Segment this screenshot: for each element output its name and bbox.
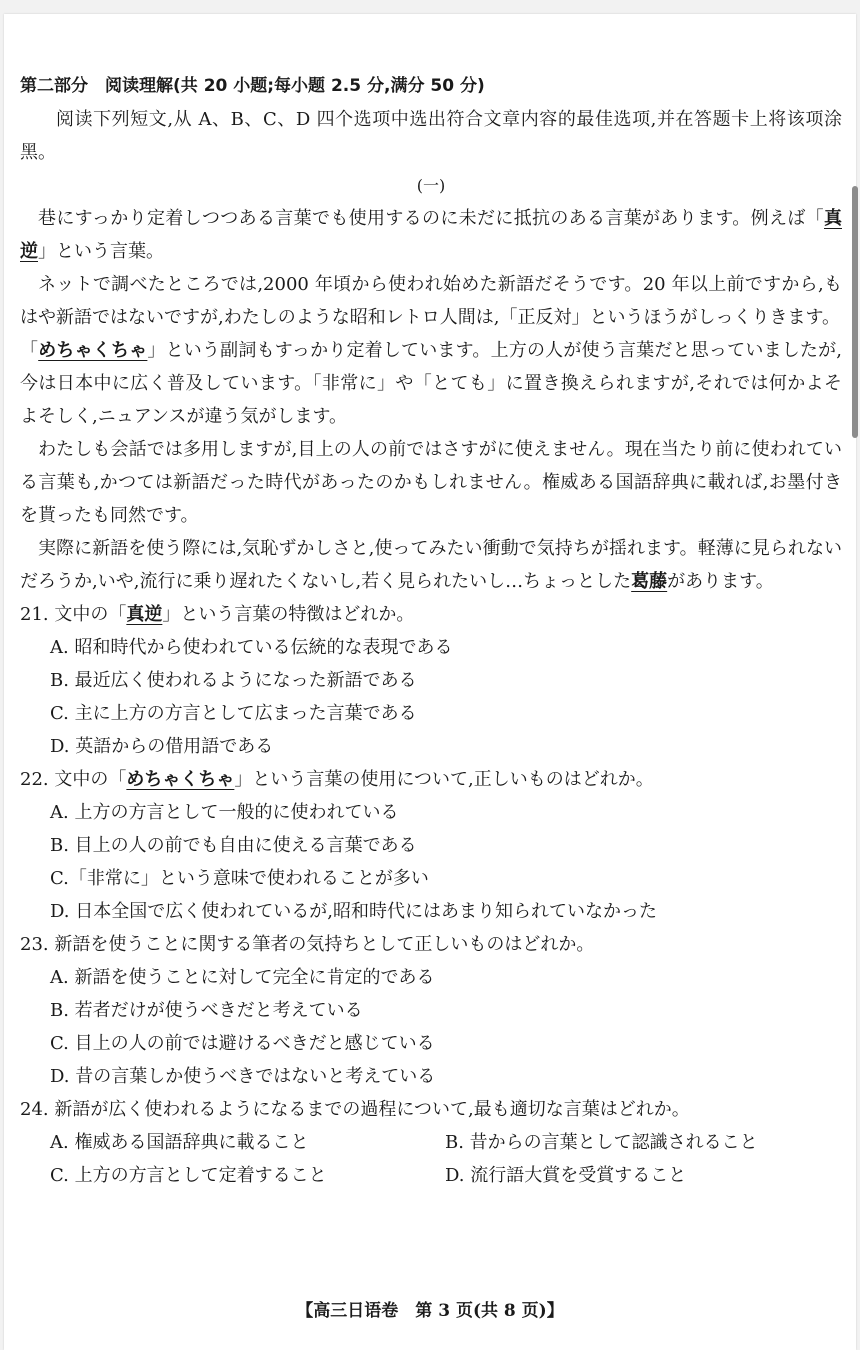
passage-paragraph-2: ネットで調べたところでは,2000 年頃から使われ始めた新語だそうです。20 年以上前ですから,もはや新語ではないですが,わたしのような昭和レトロ人間は,「正反対」というほうがしっくりきます。 (20, 274, 842, 328)
question-24-option-a[interactable]: A. 権威ある国語辞典に載ること (50, 1132, 309, 1153)
question-21-option-c[interactable]: C. 主に上方の方言として広まった言葉である (50, 703, 417, 724)
question-24-stem: 24. 新語が広く使われるようになるまでの過程について,最も適切な言葉はどれか。 (20, 1099, 690, 1120)
underlined-term-mechakucha: めちゃくちゃ (38, 340, 148, 361)
underlined-term-mechakucha: めちゃくちゃ (126, 769, 235, 790)
question-21-option-b[interactable]: B. 最近広く使われるようになった新語である (50, 670, 417, 691)
page-content (20, 70, 842, 1192)
underlined-term-magyaku: 真逆 (126, 604, 163, 625)
section-instructions: 阅读下列短文,从 A、B、C、D 四个选项中选出符合文章内容的最佳选项,并在答题卡上将该项涂黑。 (20, 109, 842, 163)
question-23-option-b[interactable]: B. 若者だけが使うべきだと考えている (50, 1000, 363, 1021)
question-23-stem: 23. 新語を使うことに関する筆者の気持ちとして正しいものはどれか。 (20, 934, 595, 955)
question-21-stem: 21. 文中の「真逆」という言葉の特徴はどれか。 (20, 604, 415, 625)
question-24-options-row-1 (50, 1126, 842, 1159)
passage-paragraph-1: 巷にすっかり定着しつつある言葉でも使用するのに未だに抵抗のある言葉があります。例えば「真逆」という言葉。 (20, 208, 842, 262)
question-21-option-d[interactable]: D. 英語からの借用語である (50, 736, 274, 757)
question-23-option-d[interactable]: D. 昔の言葉しか使うべきではないと考えている (50, 1066, 436, 1087)
question-24-option-c[interactable]: C. 上方の方言として定着すること (50, 1165, 327, 1186)
page-footer: 【高三日语卷 第 3 页(共 8 页)】 (296, 1301, 564, 1321)
passage-paragraph-5: 実際に新語を使う際には,気恥ずかしさと,使ってみたい衝動で気持ちが揺れます。軽薄に見られないだろうか,いや,流行に乗り遅れたくないし,若く見られたいし…ちょっとした葛藤があります。 (20, 538, 842, 592)
question-22-stem: 22. 文中の「めちゃくちゃ」という言葉の使用について,正しいものはどれか。 (20, 769, 654, 790)
question-24-option-d[interactable]: D. 流行語大賞を受賞すること (445, 1165, 687, 1186)
question-22-option-d[interactable]: D. 日本全国で広く使われているが,昭和時代にはあまり知られていなかった (50, 901, 657, 922)
question-24-options-row-2 (50, 1159, 842, 1192)
underlined-term-magyaku: 真逆 (20, 208, 842, 262)
question-24-option-b[interactable]: B. 昔からの言葉として認識されること (445, 1132, 758, 1153)
vertical-scrollbar[interactable] (852, 186, 858, 438)
question-22-option-b[interactable]: B. 目上の人の前でも自由に使える言葉である (50, 835, 417, 856)
section-title: 第二部分 阅读理解(共 20 小题;每小题 2.5 分,满分 50 分) (20, 76, 485, 96)
question-22-option-c[interactable]: C.「非常に」という意味で使われることが多い (50, 868, 429, 889)
underlined-term-katto: 葛藤 (631, 571, 668, 592)
question-23-option-a[interactable]: A. 新語を使うことに対して完全に肯定的である (50, 967, 435, 988)
passage-number: (一) (416, 176, 446, 195)
question-23-option-c[interactable]: C. 目上の人の前では避けるべきだと感じている (50, 1033, 435, 1054)
question-22-option-a[interactable]: A. 上方の方言として一般的に使われている (50, 802, 399, 823)
passage-paragraph-3: 「めちゃくちゃ」という副詞もすっかり定着しています。上方の人が使う言葉だと思っていましたが,今は日本中に広く普及しています。「非常に」や「とても」に置き換えられますが,それでは何かよそよそしく,ニュアンスが違う気がします。 (20, 340, 843, 427)
passage-paragraph-4: わたしも会話では多用しますが,目上の人の前ではさすがに使えません。現在当たり前に使われている言葉も,かつては新語だった時代があったのかもしれません。権威ある国語辞典に載れば,お墨付きを貰ったも同然です。 (20, 439, 842, 526)
question-21-option-a[interactable]: A. 昭和時代から使われている伝統的な表現である (50, 637, 453, 658)
